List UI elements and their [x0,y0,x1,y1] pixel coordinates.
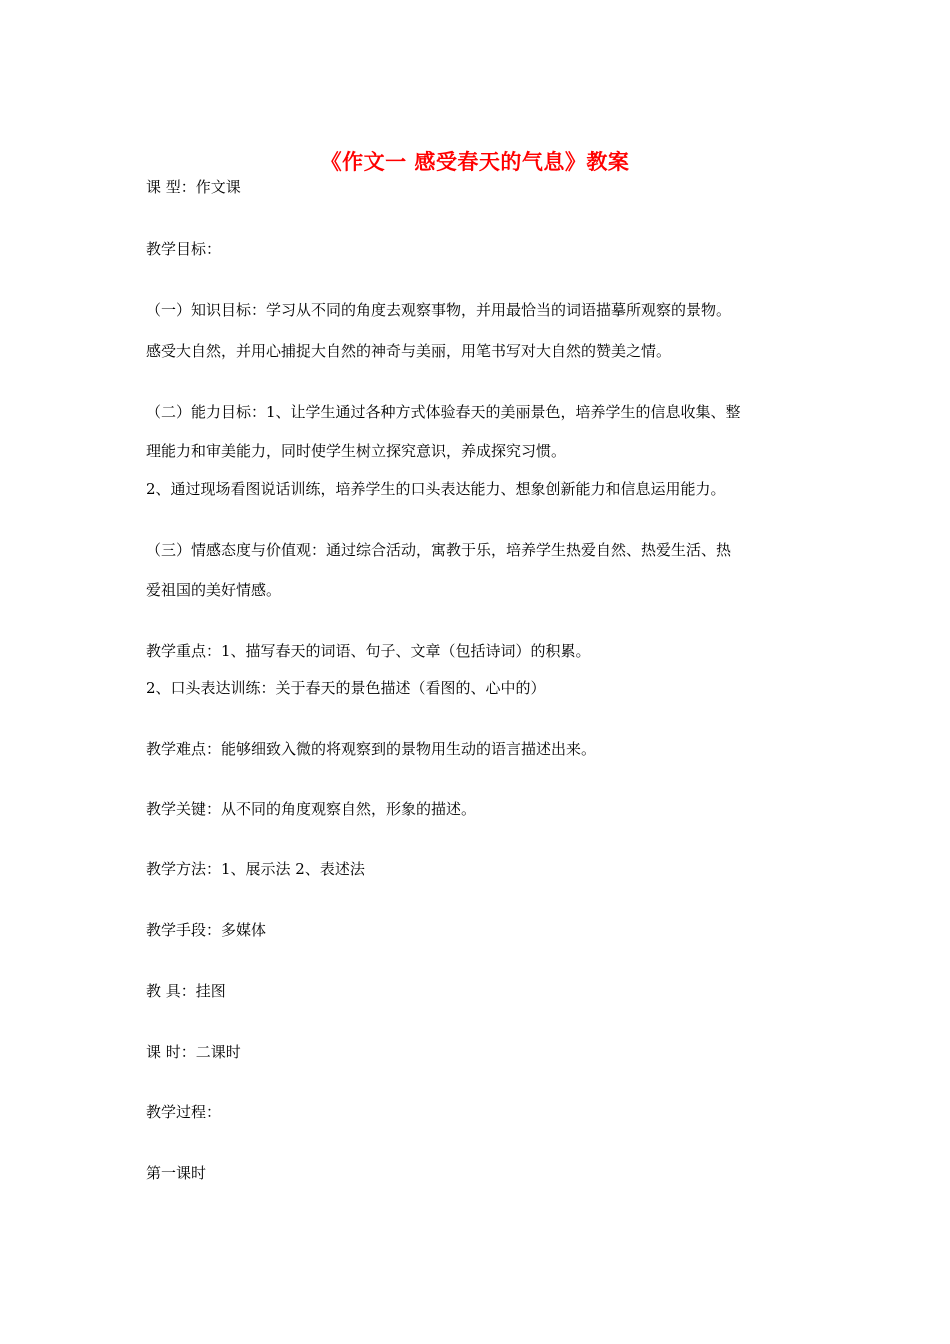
periods-line: 课 时：二课时 [146,1043,241,1061]
ability-goal-line-3: 2、通过现场看图说话训练，培养学生的口头表达能力、想象创新能力和信息运用能力。 [146,480,726,498]
method-line: 教学方法：1、展示法 2、表述法 [146,860,365,878]
key-point-line-1: 教学重点：1、描写春天的词语、句子、文章（包括诗词）的积累。 [146,642,591,660]
ability-goal-line-1: （二）能力目标：1、让学生通过各种方式体验春天的美丽景色，培养学生的信息收集、整 [146,403,741,421]
tools-line: 教 具：挂图 [146,982,226,1000]
difficulty-line: 教学难点：能够细致入微的将观察到的景物用生动的语言描述出来。 [146,740,597,758]
ability-goal-line-2: 理能力和审美能力，同时使学生树立探究意识，养成探究习惯。 [146,442,567,460]
key-line: 教学关键：从不同的角度观察自然，形象的描述。 [146,800,477,818]
key-point-line-2: 2、口头表达训练：关于春天的景色描述（看图的、心中的） [146,679,546,697]
knowledge-goal-line-2: 感受大自然，并用心捕捉大自然的神奇与美丽，用笔书写对大自然的赞美之情。 [146,342,672,360]
emotion-goal-line-1: （三）情感态度与价值观：通过综合活动，寓教于乐，培养学生热爱自然、热爱生活、热 [146,541,732,559]
process-heading: 教学过程： [146,1103,222,1121]
means-line: 教学手段：多媒体 [146,921,267,939]
knowledge-goal-line-1: （一）知识目标：学习从不同的角度去观察事物，并用最恰当的词语描摹所观察的景物。 [146,301,732,319]
first-period-heading: 第一课时 [146,1164,207,1182]
page-title: 《作文一 感受春天的气息》教案 [320,150,630,174]
teaching-goals-heading: 教学目标： [146,240,222,258]
lesson-type: 课 型：作文课 [146,178,241,196]
emotion-goal-line-2: 爱祖国的美好情感。 [146,581,282,599]
